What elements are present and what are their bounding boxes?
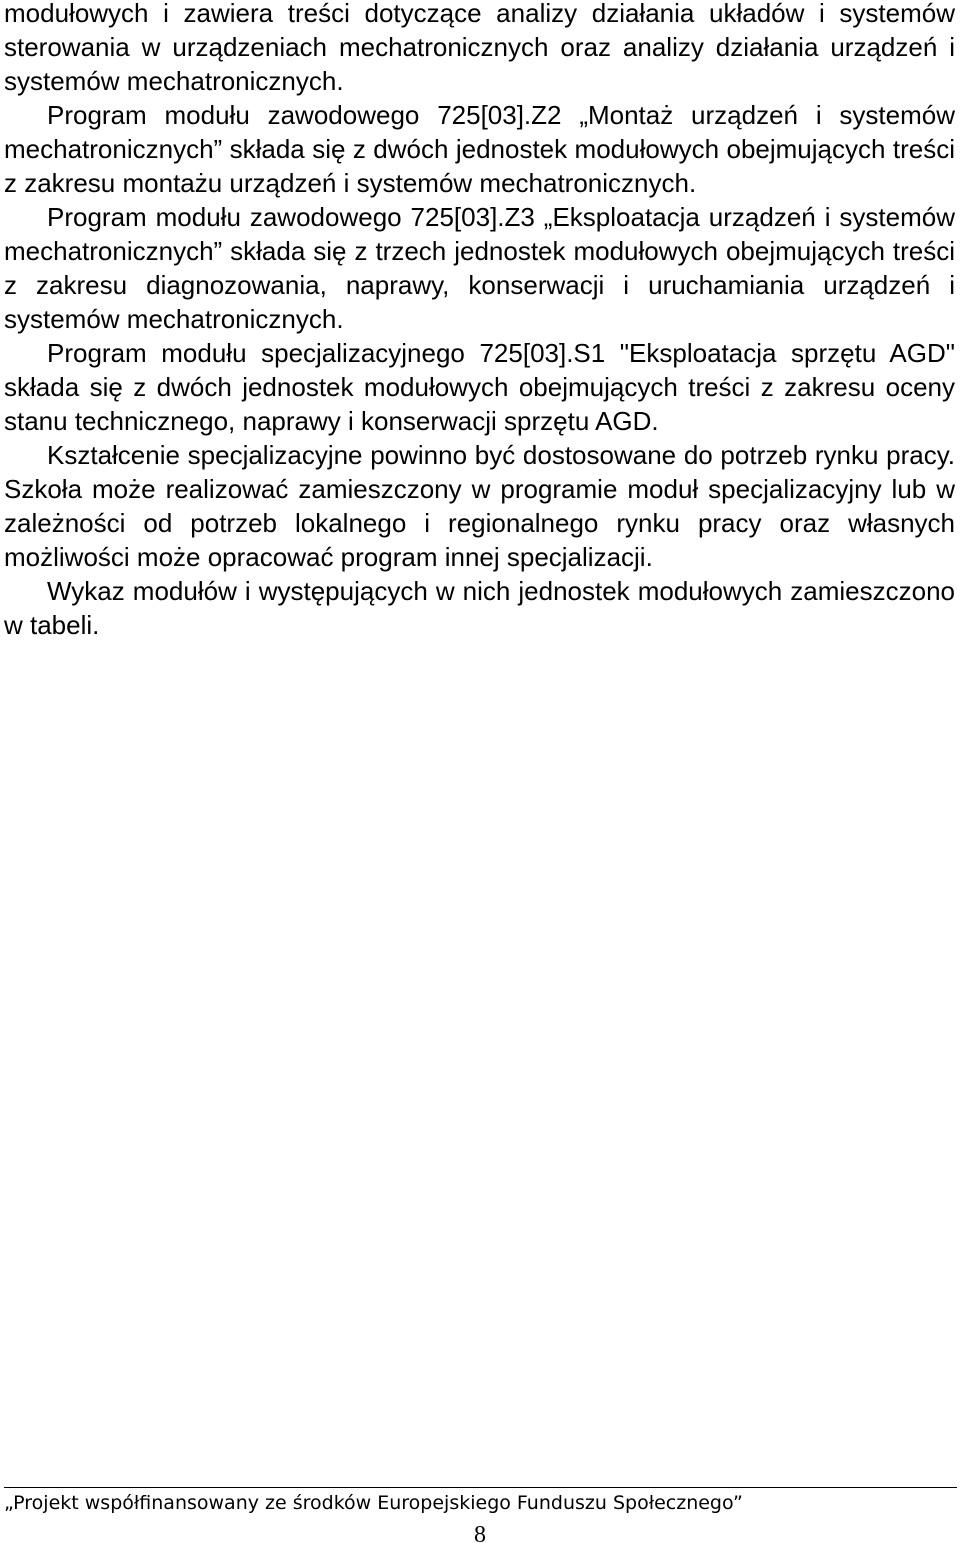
paragraph-specialization: Kształcenie specjalizacyjne powinno być dostosowane do potrzeb rynku pracy. Szkoła może realizować zamieszczony w programie moduł specjalizacyjny lub w zależności od potrzeb lokalnego i regionalnego rynku pracy oraz własnych możliwości może opracować program innej specjalizacji. [4, 440, 955, 572]
footer-divider [4, 1487, 957, 1488]
paragraph-module-z3: Program modułu zawodowego 725[03].Z3 „Eksploatacja urządzeń i systemów mechatronicznych” składa się z trzech jednostek modułowych obejmujących treści z zakresu diagnozowania, naprawy, konserwacji i uruchamiania urządzeń i systemów mechatronicznych. [4, 202, 955, 334]
page-number: 8 [474, 1522, 486, 1548]
paragraph-continuation: modułowych i zawiera treści dotyczące analizy działania układów i systemów sterowania w urządzeniach mechatronicznych oraz analizy działania urządzeń i systemów mechatronicznych. [4, 0, 955, 96]
footer-funding-note: „Projekt współfinansowany ze środków Europejskiego Funduszu Społecznego” [4, 1492, 743, 1514]
paragraph-module-list: Wykaz modułów i występujących w nich jednostek modułowych zamieszczono w tabeli. [4, 576, 955, 640]
paragraph-module-s1: Program modułu specjalizacyjnego 725[03].S1 "Eksploatacja sprzętu AGD" składa się z dwóch jednostek modułowych obejmujących treści z zakresu oceny stanu technicznego, naprawy i konserwacji sprzętu AGD. [4, 338, 955, 436]
paragraph-module-z2: Program modułu zawodowego 725[03].Z2 „Montaż urządzeń i systemów mechatronicznych” składa się z dwóch jednostek modułowych obejmujących treści z zakresu montażu urządzeń i systemów mechatronicznych. [4, 100, 955, 198]
document-body [4, 0, 955, 642]
